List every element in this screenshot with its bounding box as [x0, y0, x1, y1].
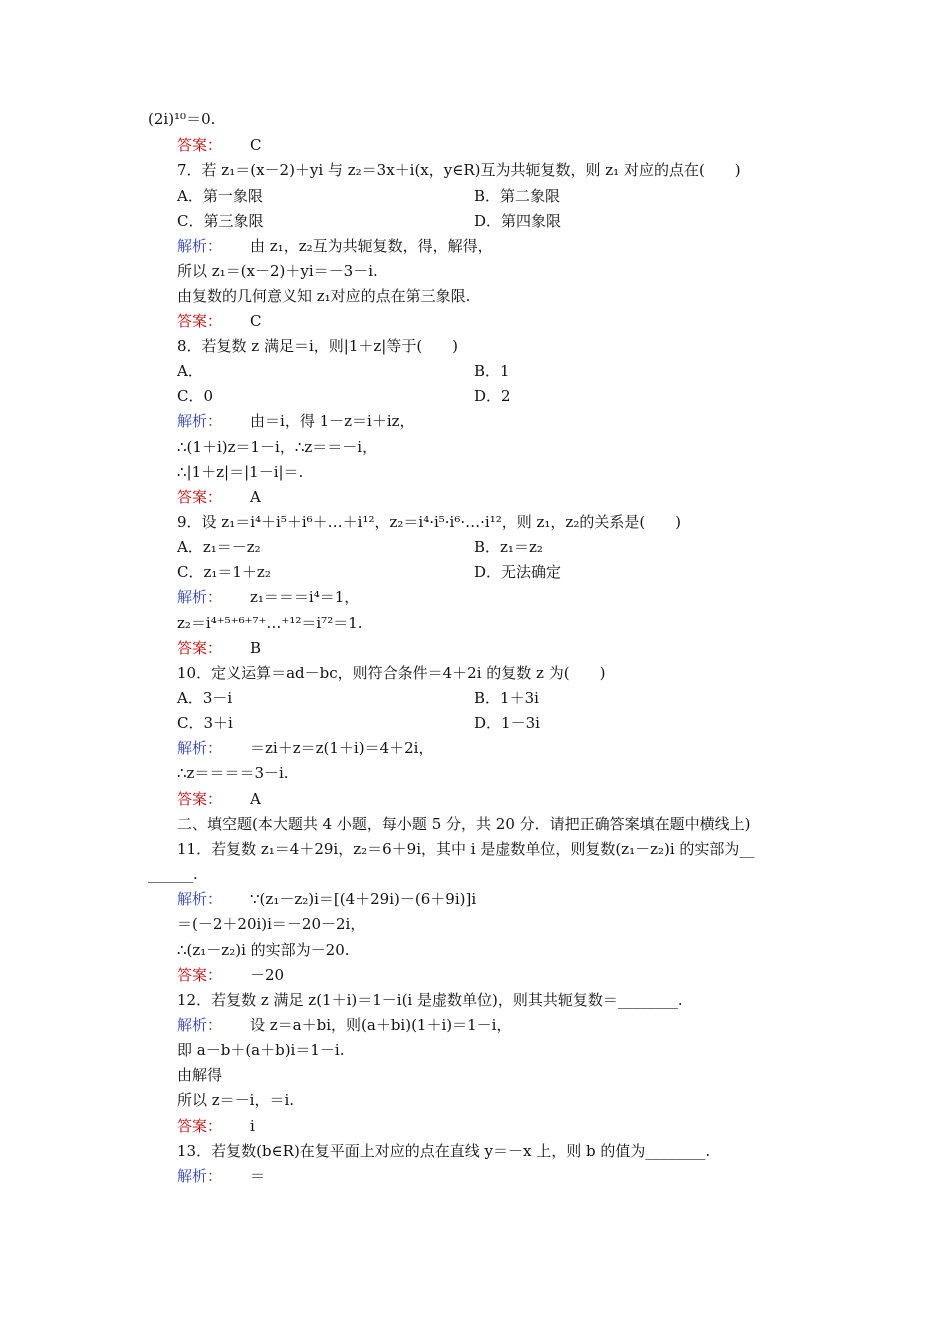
line-text: 由解得 [177, 1066, 223, 1084]
text-line [177, 1142, 710, 1160]
line-text: C．0 [177, 387, 214, 405]
explanation-label: 解析： [177, 412, 223, 430]
text-line [177, 463, 303, 481]
line-text: B．1 [474, 362, 510, 380]
answer-line [177, 790, 261, 808]
line-text: 7．若 z₁＝(x－2)＋yi 与 z₂＝3x＋i(x，y∈R)互为共轭复数，则 z₁ 对应的点在( ) [177, 161, 741, 179]
line-text: ＝ [250, 1167, 266, 1185]
text-line [177, 362, 203, 380]
line-text: 二、填空题(本大题共 4 小题，每小题 5 分，共 20 分．请把正确答案填在题中横线上) [177, 815, 751, 833]
explanation-line [177, 890, 476, 908]
line-text: (2i)¹⁰＝0. [148, 110, 216, 128]
line-text: 设 z＝a＋bi，则(a＋bi)(1＋i)＝1－i， [250, 1016, 512, 1034]
explanation-label: 解析： [177, 588, 223, 606]
text-line [177, 764, 289, 782]
line-text: ∴|1＋z|＝|1－i|＝. [177, 463, 304, 481]
text-line [177, 840, 754, 858]
line-text: 所以 z＝－i，＝i. [177, 1091, 295, 1109]
line-text: C [250, 312, 262, 330]
line-text: D．无法确定 [474, 563, 562, 581]
line-text: B．z₁＝z₂ [474, 538, 543, 556]
line-text: A．3－i [177, 689, 233, 707]
answer-label: 答案： [177, 136, 223, 154]
line-text: D．1－3i [474, 714, 540, 732]
answer-line [177, 488, 261, 506]
answer-line [177, 1117, 255, 1135]
text-line [177, 161, 741, 179]
text-line [474, 714, 540, 732]
line-text: 由复数的几何意义知 z₁对应的点在第三象限. [177, 287, 471, 305]
explanation-label: 解析： [177, 739, 223, 757]
text-line [177, 287, 470, 305]
text-line [474, 689, 539, 707]
text-line [177, 664, 605, 682]
answer-label: 答案： [177, 312, 223, 330]
line-text: D．第四象限 [474, 212, 562, 230]
line-text: 13．若复数(b∈R)在复平面上对应的点在直线 y＝－x 上，则 b 的值为________. [177, 1142, 711, 1160]
line-text: ＝zi＋z＝z(1＋i)＝4＋2i， [250, 739, 434, 757]
explanation-label: 解析： [177, 890, 223, 908]
text-line [177, 941, 350, 959]
explanation-line [177, 237, 493, 255]
explanation-line [177, 1167, 265, 1185]
text-line [177, 689, 232, 707]
line-text: －20 [250, 966, 285, 984]
line-text: A [250, 488, 261, 506]
explanation-label: 解析： [177, 1167, 223, 1185]
line-text: C．第三象限 [177, 212, 264, 230]
explanation-label: 解析： [177, 237, 223, 255]
explanation-line [177, 1016, 511, 1034]
line-text: D．2 [474, 387, 511, 405]
text-line [474, 362, 510, 380]
line-text: C．z₁＝1＋z₂ [177, 563, 271, 581]
line-text: 9．设 z₁＝i⁴＋i⁵＋i⁶＋…＋i¹²，z₂＝i⁴·i⁵·i⁶·…·i¹²，则 z₁，z₂的关系是( ) [177, 513, 682, 531]
line-text: B．第二象限 [474, 187, 561, 205]
text-line [177, 262, 378, 280]
text-line [177, 438, 377, 456]
line-text: ∴(1＋i)z＝1－i，∴z＝＝－i， [177, 438, 378, 456]
text-line [177, 187, 263, 205]
text-line [474, 187, 560, 205]
line-text: ＝(－2＋20i)i＝－20－2i， [177, 915, 366, 933]
line-text: z₂＝i⁴⁺⁵⁺⁶⁺⁷⁺…⁺¹²＝i⁷²＝1. [177, 614, 363, 632]
text-line [177, 387, 213, 405]
text-line [177, 614, 363, 632]
text-line [177, 538, 261, 556]
text-line [177, 1091, 294, 1109]
line-text: 所以 z₁＝(x－2)＋yi＝－3－i. [177, 262, 378, 280]
line-text: 由 z₁，z₂互为共轭复数，得，解得， [250, 237, 493, 255]
explanation-line [177, 739, 433, 757]
text-line [177, 915, 365, 933]
explanation-line [177, 412, 415, 430]
line-text: ∴(z₁－z₂)i 的实部为－20. [177, 941, 350, 959]
line-text: 即 a－b＋(a＋b)i＝1－i. [177, 1041, 345, 1059]
text-line [177, 991, 683, 1009]
line-text: i [250, 1117, 255, 1135]
line-text: ∴z＝＝＝＝3－i. [177, 764, 289, 782]
text-line [474, 538, 543, 556]
answer-label: 答案： [177, 639, 223, 657]
text-line [148, 110, 215, 128]
text-line [177, 337, 458, 355]
line-text: A [250, 790, 261, 808]
line-text: 由＝i，得 1－z＝i＋iz， [250, 412, 415, 430]
text-line [474, 387, 511, 405]
line-text: z₁＝＝＝i⁴＝1， [250, 588, 360, 606]
text-line [177, 1041, 344, 1059]
line-text: 11．若复数 z₁＝4＋29i，z₂＝6＋9i，其中 i 是虚数单位，则复数(z₁－z₂)i 的实部为__ [177, 840, 755, 858]
line-text: A． [177, 362, 203, 380]
answer-line [177, 966, 284, 984]
line-text: A．第一象限 [177, 187, 263, 205]
answer-line [177, 136, 262, 154]
answer-label: 答案： [177, 1117, 223, 1135]
explanation-line [177, 588, 359, 606]
line-text: A．z₁＝－z₂ [177, 538, 261, 556]
line-text: 10．定义运算＝ad－bc，则符合条件＝4＋2i 的复数 z 为( ) [177, 664, 606, 682]
text-line [474, 563, 561, 581]
line-text: B [250, 639, 262, 657]
answer-line [177, 312, 262, 330]
text-line [148, 865, 198, 883]
line-text: ∵(z₁－z₂)i＝[(4＋29i)－(6＋9i)]i [250, 890, 477, 908]
line-text: C [250, 136, 262, 154]
line-text: ______. [148, 865, 198, 883]
line-text: 12．若复数 z 满足 z(1＋i)＝1－i(i 是虚数单位)，则其共轭复数＝________. [177, 991, 683, 1009]
answer-label: 答案： [177, 790, 223, 808]
answer-label: 答案： [177, 488, 223, 506]
line-text: 8．若复数 z 满足＝i，则|1＋z|等于( ) [177, 337, 459, 355]
text-line [474, 212, 561, 230]
answer-label: 答案： [177, 966, 223, 984]
explanation-label: 解析： [177, 1016, 223, 1034]
line-text: C．3＋i [177, 714, 233, 732]
text-line [177, 1066, 222, 1084]
line-text: B．1＋3i [474, 689, 539, 707]
text-line [177, 563, 271, 581]
text-line [177, 212, 263, 230]
text-line [177, 513, 681, 531]
text-line [177, 815, 751, 833]
text-line [177, 714, 233, 732]
answer-line [177, 639, 261, 657]
